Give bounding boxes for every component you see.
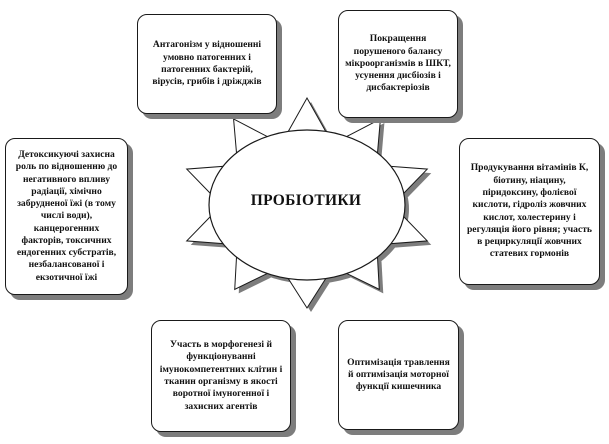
box-digestion: Оптимізація травлення й оптимізація моторної функції кишечника: [338, 320, 459, 430]
box-immune-function: Участь в морфогенезі й функціонуванні імунокомпетентних клітин і тканин організму в якості воротної імуногенної і захисних агентів: [151, 320, 291, 432]
ray-0: [288, 98, 325, 131]
box-vitamin-production: Продукування вітамінів К, біотину, ніацину, піридоксину, фолієвої кислоти, гідроліз жовчних кислот, холестерину і регуляція його рівня; участь в рециркуляції жовчних статевих гормонів: [459, 138, 600, 285]
box-detoxification: Детоксикуючі захисна роль по відношенню до негативного впливу радіації, хімічно забрудненої їжі (в тому числі води), канцерогенних факторів, токсичних ендогенних субстратів, незбалансованої і екзотичної їжі: [5, 138, 128, 295]
box-antagonism: Антагонізм у відношенні умовно патогенних і патогенних бактерій, вірусів, грибів і дріжджів: [137, 14, 277, 114]
box-microbial-balance: Покращення порушеного балансу мікроорганізмів в ШКТ, усунення дисбіозів і дисбактеріозів: [338, 10, 458, 118]
center-title: ПРОБІОТИКИ: [250, 192, 362, 209]
